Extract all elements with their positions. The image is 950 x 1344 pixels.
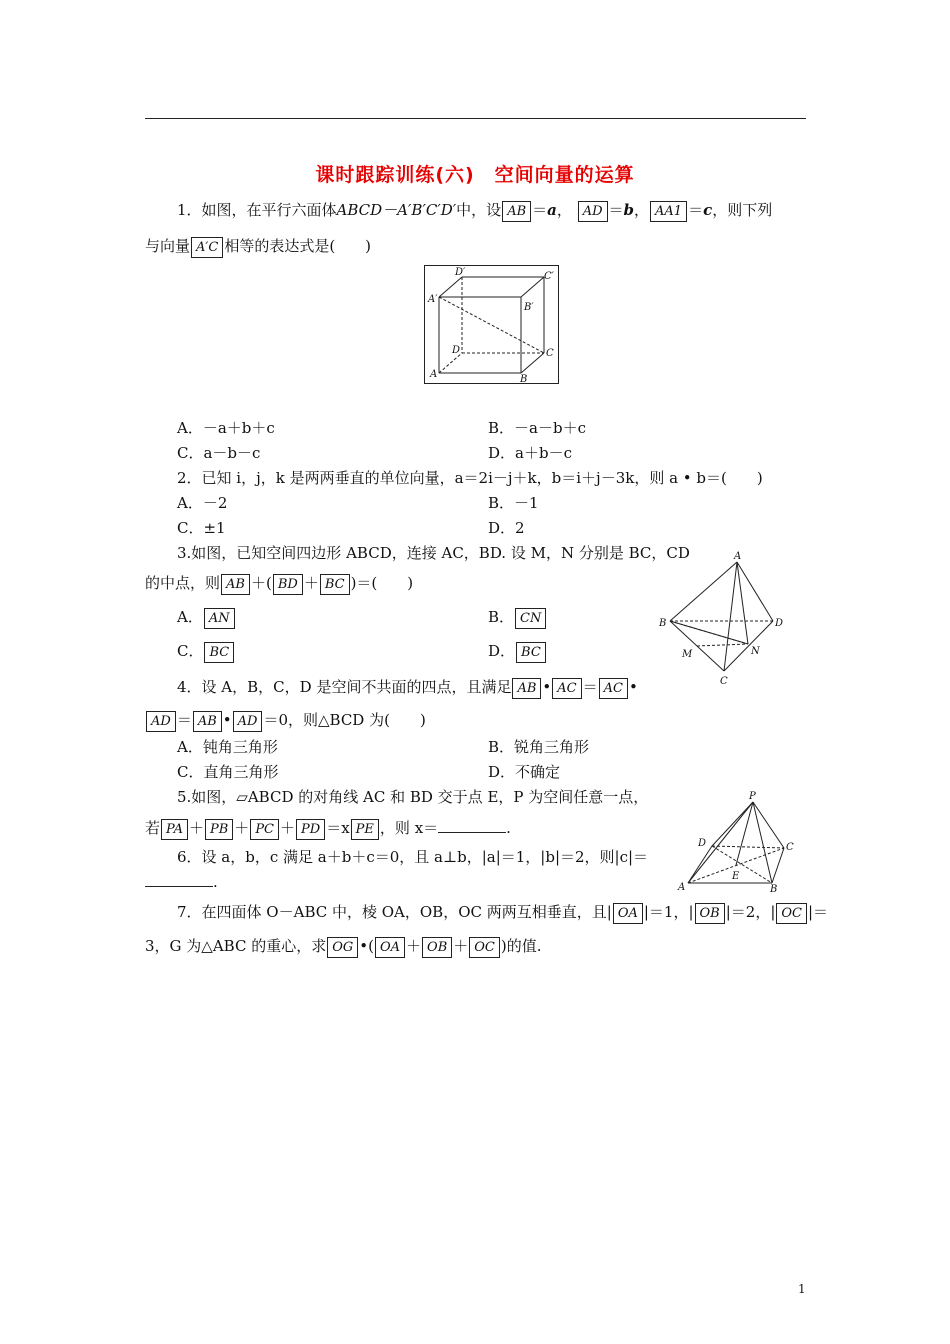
vector-box: OC bbox=[776, 903, 807, 924]
label-m: M bbox=[682, 649, 693, 660]
vector-box: AB bbox=[502, 201, 531, 222]
q5-line2: 若 PA ＋ PB ＋ PC ＋ PD ＝x PE ，则 x＝ . bbox=[145, 817, 511, 840]
pyramid-figure bbox=[676, 788, 796, 902]
page-number: 1 bbox=[798, 1282, 806, 1296]
label-d: D bbox=[775, 618, 784, 629]
vector-box: AC bbox=[552, 678, 581, 699]
vector-box: BD bbox=[273, 574, 303, 595]
q3-option-b: B． CN bbox=[488, 606, 547, 629]
label-d-prime: D′ bbox=[455, 267, 466, 278]
label-a: A bbox=[734, 551, 742, 562]
vector-box: CN bbox=[515, 608, 546, 629]
vector-box: BC bbox=[320, 574, 350, 595]
q1-option-b: B．－a－b＋c bbox=[488, 419, 586, 437]
q3-line2: 的中点，则 AB ＋( BD ＋ BC )＝( ) bbox=[145, 572, 413, 595]
label-d: D bbox=[698, 838, 707, 849]
label-b: B bbox=[770, 884, 778, 895]
label-a-prime: A′ bbox=[428, 294, 438, 305]
vector-box: OB bbox=[695, 903, 725, 924]
q4-option-c: C．直角三角形 bbox=[177, 763, 279, 781]
page-title: 课时跟踪训练(六) 空间向量的运算 bbox=[315, 164, 635, 186]
vector-box: OA bbox=[613, 903, 643, 924]
q2-option-c: C．±1 bbox=[177, 519, 226, 537]
q1-option-d: D．a＋b－c bbox=[488, 444, 572, 462]
vector-box: BC bbox=[204, 642, 234, 663]
label-b: B bbox=[520, 374, 528, 385]
q2-text: 2．已知 i，j，k 是两两垂直的单位向量，a＝2i－j＋k，b＝i＋j－3k，则 a • b＝( ) bbox=[177, 469, 763, 487]
q4-line2: AD ＝ AB • AD ＝0，则△BCD 为( ) bbox=[145, 709, 426, 732]
q6-line2: . bbox=[145, 871, 218, 893]
label-b: B bbox=[659, 618, 667, 629]
vector-box: OB bbox=[422, 937, 452, 958]
q1-option-c: C．a－b－c bbox=[177, 444, 261, 462]
vector-box: AB bbox=[512, 678, 541, 699]
label-n: N bbox=[751, 646, 760, 657]
q3-option-d: D． BC bbox=[488, 640, 547, 663]
vector-box: AD bbox=[146, 711, 176, 732]
vector-box: PD bbox=[296, 819, 325, 840]
vector-box: AB bbox=[193, 711, 222, 732]
label-c: C bbox=[546, 348, 554, 359]
vector-box: OC bbox=[469, 937, 500, 958]
label-c-prime: C′ bbox=[544, 271, 554, 282]
label-a: A bbox=[678, 882, 686, 893]
q6-line1: 6．设 a，b，c 满足 a＋b＋c＝0，且 a⊥b，|a|＝1，|b|＝2，则|c|＝ bbox=[177, 848, 649, 866]
q2-option-a: A．－2 bbox=[177, 494, 228, 512]
vector-box: OG bbox=[327, 937, 358, 958]
vector-box: AB bbox=[221, 574, 250, 595]
vector-box: PC bbox=[250, 819, 279, 840]
q3-line1: 3.如图，已知空间四边形 ABCD，连接 AC，BD. 设 M，N 分别是 BC，CD bbox=[177, 544, 690, 562]
label-p: P bbox=[749, 791, 756, 802]
q5-line1: 5.如图，▱ABCD 的对角线 AC 和 BD 交于点 E，P 为空间任意一点， bbox=[177, 788, 649, 806]
label-e: E bbox=[732, 871, 740, 882]
answer-blank bbox=[145, 872, 213, 887]
vector-box: AN bbox=[204, 608, 235, 629]
vector-box: OA bbox=[375, 937, 405, 958]
q2-option-b: B．－1 bbox=[488, 494, 539, 512]
parallelepiped-figure bbox=[424, 265, 560, 389]
q3-option-a: A． AN bbox=[177, 606, 236, 629]
header-rule bbox=[145, 118, 806, 119]
label-c: C bbox=[786, 842, 794, 853]
label-d: D bbox=[452, 345, 461, 356]
vector-box: PE bbox=[351, 819, 379, 840]
q4-option-b: B．锐角三角形 bbox=[488, 738, 590, 756]
q1-line2: 与向量 A′C 相等的表达式是( ) bbox=[145, 235, 371, 258]
vector-box: PA bbox=[161, 819, 188, 840]
q7-line2: 3，G 为△ABC 的重心，求 OG •( OA ＋ OB ＋ OC )的值. bbox=[145, 935, 542, 958]
q2-option-d: D．2 bbox=[488, 519, 525, 537]
q1-line1: 1．如图，在平行六面体ABCD－A′B′C′D′中，设 AB ＝a， AD ＝b， AA1 ＝c，则下列 bbox=[177, 199, 772, 222]
q4-line1: 4．设 A，B，C，D 是空间不共面的四点，且满足 AB • AC ＝ AC • bbox=[177, 676, 638, 699]
vector-box: AA1 bbox=[650, 201, 687, 222]
vector-box: AC bbox=[599, 678, 628, 699]
q3-option-c: C． BC bbox=[177, 640, 235, 663]
answer-blank bbox=[438, 818, 506, 833]
vector-box: AD bbox=[578, 201, 608, 222]
vector-box: PB bbox=[205, 819, 233, 840]
vector-box: BC bbox=[516, 642, 546, 663]
label-b-prime: B′ bbox=[524, 302, 534, 313]
tetrahedron-figure bbox=[656, 548, 792, 692]
q4-option-a: A．钝角三角形 bbox=[177, 738, 278, 756]
vector-box: A′C bbox=[191, 237, 223, 258]
label-a: A bbox=[430, 369, 438, 380]
vector-box: AD bbox=[233, 711, 263, 732]
q4-option-d: D．不确定 bbox=[488, 763, 561, 781]
q7-line1: 7．在四面体 O－ABC 中，棱 OA，OB，OC 两两互相垂直，且| OA |＝1，| OB |＝2，| OC |＝ bbox=[177, 901, 828, 924]
q1-option-a: A．－a＋b＋c bbox=[177, 419, 275, 437]
label-c: C bbox=[720, 676, 728, 687]
